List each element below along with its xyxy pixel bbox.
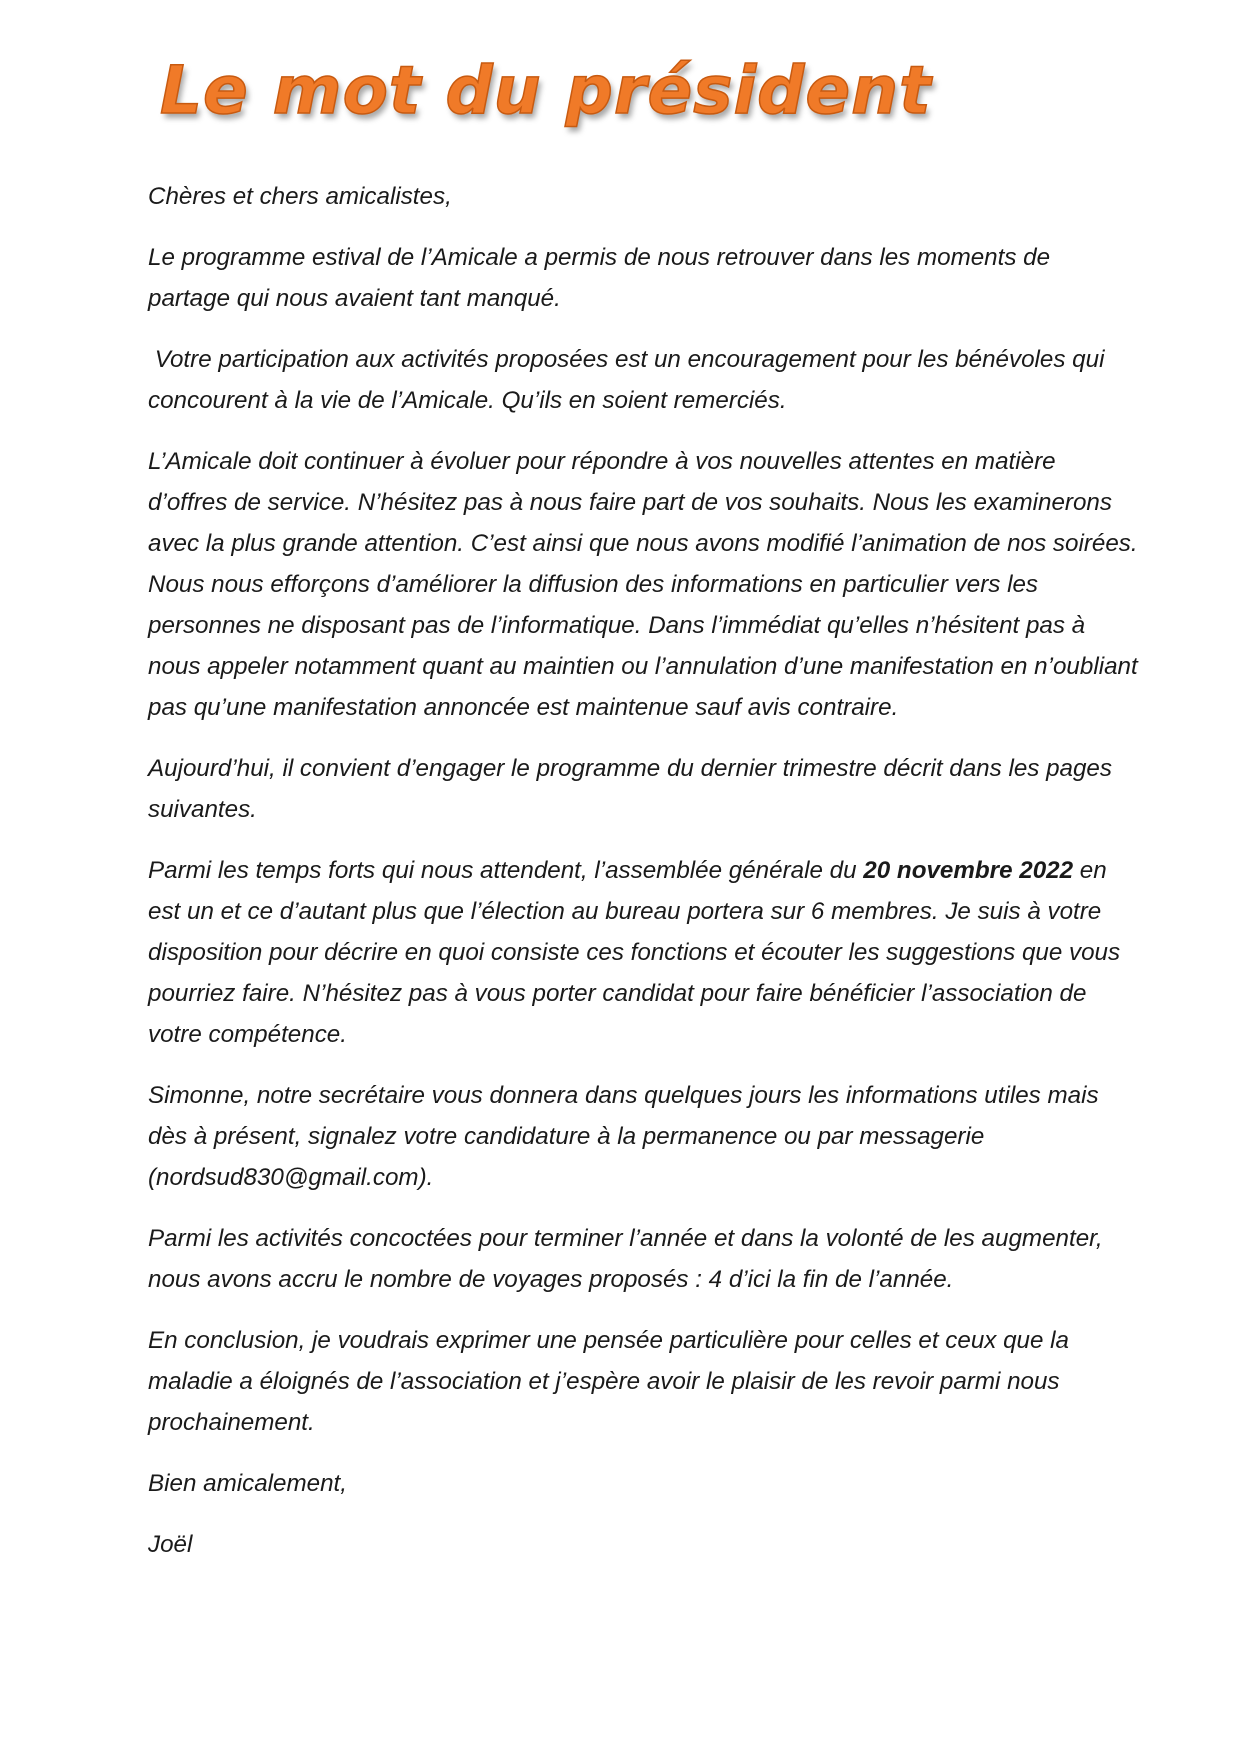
page-title: Le mot du président	[160, 52, 932, 129]
greeting: Chères et chers amicalistes,	[148, 183, 452, 210]
paragraph-conclusion: En conclusion, je voudrais exprimer une pensée particulière pour celles et ceux que la maladie a éloignés de l’association et j’espère avoir le plaisir de les revoir parmi nous prochainement.	[148, 1327, 1069, 1436]
letter-body	[148, 176, 1138, 1585]
paragraph-volunteers: Votre participation aux activités proposées est un encouragement pour les bénévoles qui concourent à la vie de l’Amicale. Qu’ils en soient remerciés.	[148, 346, 1105, 414]
paragraph-summer-program: Le programme estival de l’Amicale a permis de nous retrouver dans les moments de partage qui nous avaient tant manqué.	[148, 244, 1051, 312]
closing: Bien amicalement,	[148, 1470, 347, 1497]
paragraph-trips: Parmi les activités concoctées pour terminer l’année et dans la volonté de les augmenter, nous avons accru le nombre de voyages proposés : 4 d’ici la fin de l’année.	[148, 1225, 1103, 1293]
paragraph-evolution: L’Amicale doit continuer à évoluer pour répondre à vos nouvelles attentes en matière d’offres de service. N’hésitez pas à nous faire part de vos souhaits. Nous les examinerons avec la plus grande attention. C’est ainsi que nous avons modifié l’animation de nos soirées. Nous nous efforçons d’améliorer la diffusion des informations en particulier vers les personnes ne disposant pas de l’informatique. Dans l’immédiat qu’elles n’hésitent pas à nous appeler notamment quant au maintien ou l’annulation d’une manifestation en n’oubliant pas qu’une manifestation annoncée est maintenue sauf avis contraire.	[148, 448, 1138, 721]
paragraph-program: Aujourd’hui, il convient d’engager le programme du dernier trimestre décrit dans les pages suivantes.	[148, 755, 1112, 823]
signature: Joël	[148, 1531, 193, 1558]
assembly-date: 20 novembre 2022	[863, 857, 1074, 884]
assembly-text-before: Parmi les temps forts qui nous attendent, l’assemblée générale du	[148, 857, 857, 884]
paragraph-secretary: Simonne, notre secrétaire vous donnera dans quelques jours les informations utiles mais dès à présent, signalez votre candidature à la permanence ou par messagerie (nordsud830@gmail.com).	[148, 1082, 1099, 1191]
paragraph-general-assembly	[148, 850, 1138, 1055]
assembly-text-after: en est un et ce d’autant plus que l’élection au bureau portera sur 6 membres. Je suis à votre disposition pour décrire en quoi consiste ces fonctions et écouter les suggestions que vous pourriez faire. N’hésitez pas à vous porter candidat pour faire bénéficier l’association de votre compétence.	[148, 857, 1121, 1048]
